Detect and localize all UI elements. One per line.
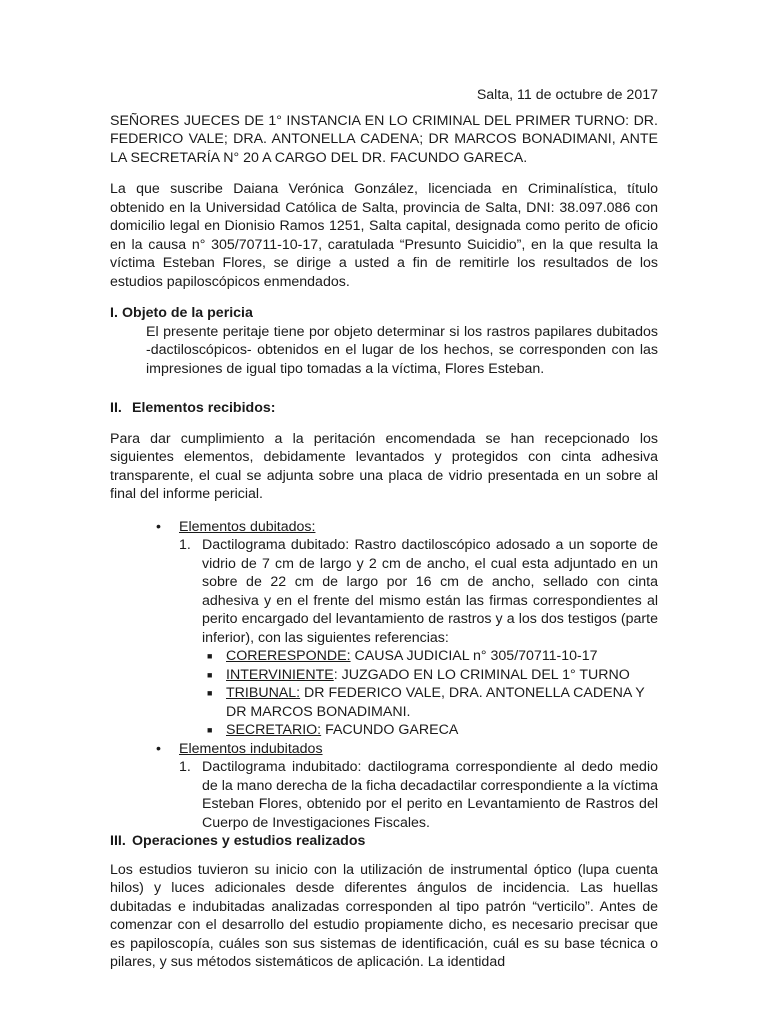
section-2-body: Para dar cumplimiento a la peritación encomendada se han recepcionado los siguientes elementos, debidamente levantados y protegidos con cinta adhesiva transparente, el cual se adjunta sobre una placa de vidrio presentada en un sobre al final del informe pericial. [110, 430, 658, 502]
section-1-title: Objeto de la pericia [122, 305, 253, 321]
section-2-title: Elementos recibidos: [132, 400, 276, 416]
list-item-indubitados [110, 740, 658, 833]
reference-item [202, 684, 658, 721]
letter-date: Salta, 11 de octubre de 2017 [476, 87, 658, 103]
indubitados-numbered-list [179, 758, 658, 832]
intro-paragraph: La que suscribe Daiana Verónica González, licenciada en Criminalística, título obtenido en la Universidad Católica de Salta, provincia de Salta, DNI: 38.097.086 con domicilio legal en Dionisio Ramos 1251, Salta capital, designada como perito de oficio en la causa n° 305/70711-10-17, caratulada “Presunto Suicidio”, en la que resulta la víctima Esteban Flores, se dirige a usted a fin de remitirle los resultados de los estudios papiloscópicos enmendados. [110, 181, 658, 290]
section-3-heading [110, 832, 658, 851]
addressee-paragraph: SEÑORES JUECES DE 1° INSTANCIA EN LO CRIMINAL DEL PRIMER TURNO: DR. FEDERICO VALE; DRA. ANTONELLA CADENA; DR MARCOS BONADIMANI, ANTE LA SECRETARÍA N° 20 A CARGO DEL DR. FACUNDO GARECA. [110, 112, 658, 166]
section-1-body: El presente peritaje tiene por objeto determinar si los rastros papilares dubitados -dactiloscópicos- obtenidos en el lugar de los hechos, se corresponden con las impresiones de igual tipo tomadas a la víctima, Flores Esteban. [146, 323, 658, 377]
reference-value: FACUNDO GARECA [321, 722, 459, 738]
reference-item [202, 666, 658, 685]
section-3-number: III. [110, 833, 126, 849]
reference-value: CAUSA JUDICIAL n° 305/70711-10-17 [350, 648, 598, 664]
square-bullet-icon: ■ [207, 651, 213, 661]
section-2-heading [110, 399, 658, 418]
section-3-body: Los estudios tuvieron su inicio con la utilización de instrumental óptico (lupa cuenta hilos) y luces adicionales desde diferentes ángulos de incidencia. Las huellas dubitadas e indubitadas analizadas corresponden al tipo patrón “verticilo”. Antes de comenzar con el desarrollo del estudio propiamente dicho, es necesario precisar que es papiloscopía, cuáles son sus sistemas de identificación, cuál es su base técnica o pilares, y sus métodos sistemáticos de aplicación. La identidad [110, 861, 658, 970]
elements-list [110, 518, 658, 833]
dubitados-item-number: 1. [179, 537, 191, 553]
reference-value: DR FEDERICO VALE, DRA. ANTONELLA CADENA Y DR MARCOS BONADIMANI. [226, 685, 645, 720]
square-bullet-icon: ■ [207, 669, 213, 680]
reference-label: CORERESPONDE: [226, 648, 351, 664]
reference-item [202, 721, 658, 740]
indubitados-heading: Elementos indubitados [179, 740, 323, 757]
square-bullet-icon: ■ [207, 725, 213, 735]
reference-value: : JUZGADO EN LO CRIMINAL DEL 1° TURNO [333, 666, 630, 683]
reference-item [202, 647, 658, 666]
indubitados-item-number: 1. [179, 759, 191, 775]
list-item-dubitados [110, 518, 658, 740]
dubitados-numbered-list [179, 536, 658, 740]
dubitados-heading: Elementos dubitados: [179, 518, 316, 535]
indubitados-item-text: Dactilograma indubitado: dactilograma correspondiente al dedo medio de la mano derecha de la ficha decadactilar correspondiente a la víctima Esteban Flores, obtenido por el perito en Levantamiento de Rastros del Cuerpo de Investigaciones Fiscales. [202, 759, 658, 831]
indubitados-item-1 [179, 758, 658, 832]
section-2-number: II. [110, 400, 122, 416]
section-1-heading [110, 304, 658, 323]
section-3-title: Operaciones y estudios realizados [132, 833, 366, 849]
dubitados-item-text: Dactilograma dubitado: Rastro dactiloscópico adosado a un soporte de vidrio de 7 cm de largo y 2 cm de ancho, el cual esta adjuntado en un sobre de 22 cm de largo por 16 cm de ancho, sellado con cinta adhesiva y en el frente del mismo están las firmas correspondientes al perito encargado del levantamiento de rastros y a los dos testigos (parte inferior), con las siguientes referencias: [202, 537, 658, 646]
square-bullet-icon: ■ [207, 688, 213, 698]
reference-label: TRIBUNAL: [226, 685, 301, 701]
reference-label: SECRETARIO: [226, 722, 322, 738]
references-list [202, 647, 658, 740]
reference-label: INTERVINIENTE [226, 666, 334, 683]
bullet-icon: • [156, 518, 161, 535]
section-1-number: I. [110, 305, 118, 321]
dubitados-item-1 [179, 536, 658, 740]
bullet-icon: • [156, 740, 161, 757]
